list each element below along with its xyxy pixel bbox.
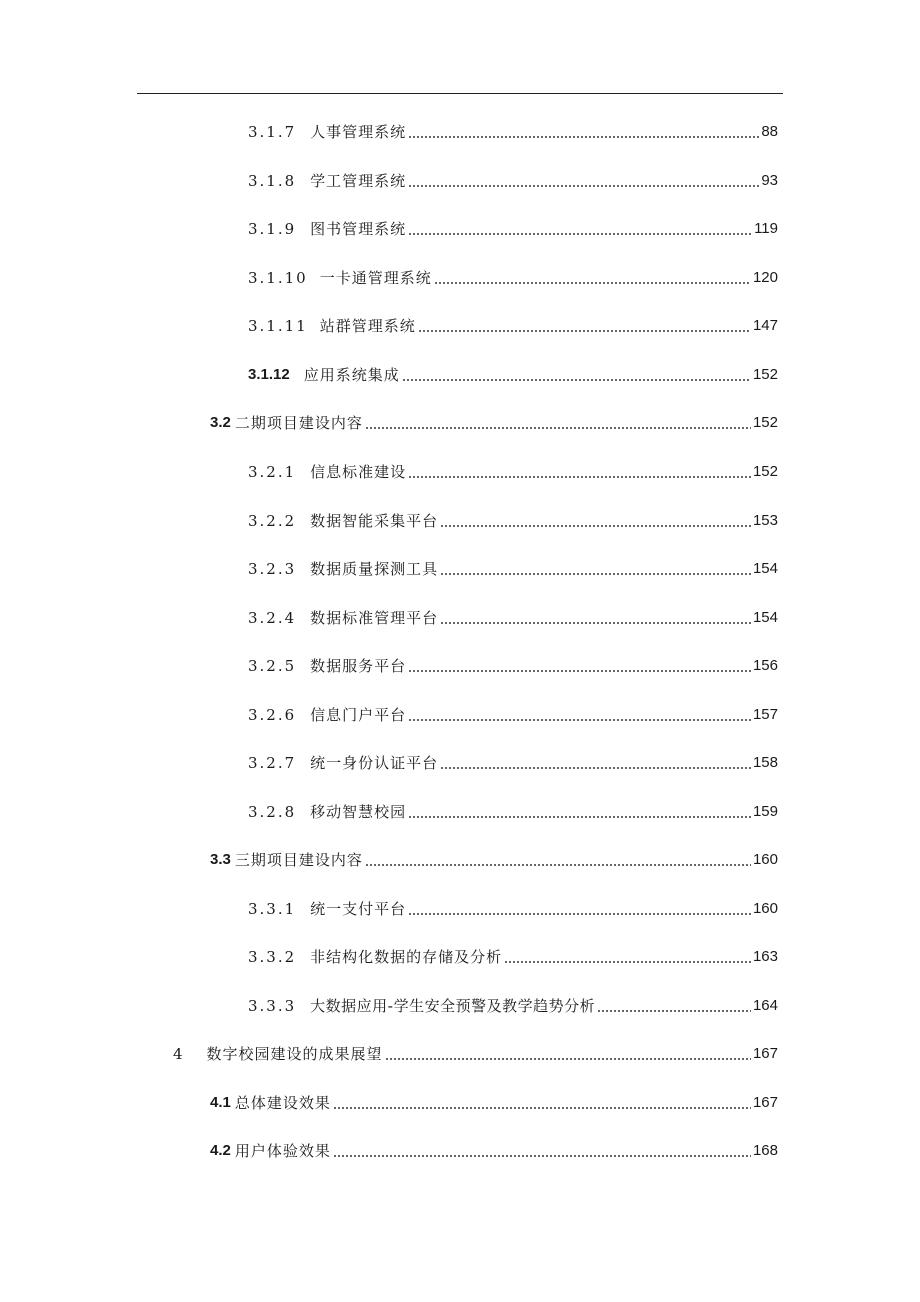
toc-entry-number: 3.3.2 bbox=[248, 948, 297, 966]
toc-dot-leader bbox=[408, 185, 759, 187]
toc-entry-page: 167 bbox=[752, 1045, 778, 1062]
toc-entry-number: 3.1.11 bbox=[248, 317, 308, 335]
toc-entry-number: 3.1.12 bbox=[248, 366, 290, 383]
toc-entry-number: 4.2 bbox=[210, 1142, 231, 1159]
toc-entry-number: 4.1 bbox=[210, 1094, 231, 1111]
toc-entry-title: 总体建设效果 bbox=[234, 1094, 331, 1112]
toc-entry-page: 88 bbox=[761, 123, 778, 140]
toc-entry-title: 数据标准管理平台 bbox=[310, 609, 439, 627]
toc-entry-page: 163 bbox=[752, 948, 778, 965]
toc-dot-leader bbox=[504, 961, 751, 963]
toc-entry-number: 3.2.6 bbox=[248, 706, 297, 724]
toc-dot-leader bbox=[385, 1058, 751, 1060]
toc-entry-page: 156 bbox=[752, 657, 778, 674]
toc-entry-title: 非结构化数据的存储及分析 bbox=[310, 948, 503, 966]
toc-entry-title: 应用系统集成 bbox=[303, 366, 400, 384]
toc-dot-leader bbox=[418, 330, 751, 332]
toc-entry-page: 157 bbox=[752, 706, 778, 723]
toc-entry-number: 3.2.4 bbox=[248, 609, 297, 627]
toc-entry-title: 移动智慧校园 bbox=[310, 803, 407, 821]
toc-entry-page: 160 bbox=[752, 900, 778, 917]
toc-dot-leader bbox=[408, 670, 751, 672]
toc-entry[interactable] bbox=[210, 845, 778, 869]
toc-entry-title: 统一身份认证平台 bbox=[310, 754, 439, 772]
toc-entry-number: 3.2.1 bbox=[248, 463, 297, 481]
toc-dot-leader bbox=[408, 719, 751, 721]
toc-dot-leader bbox=[434, 282, 751, 284]
toc-entry-page: 120 bbox=[752, 269, 778, 286]
toc-entry[interactable] bbox=[248, 991, 778, 1015]
toc-entry-number: 3.2 bbox=[210, 414, 231, 431]
toc-entry-title: 数据服务平台 bbox=[310, 657, 407, 675]
toc-entry-number: 3.1.9 bbox=[248, 220, 297, 238]
toc-entry-page: 158 bbox=[752, 754, 778, 771]
header-rule bbox=[137, 93, 783, 94]
toc-entry-page: 93 bbox=[761, 172, 778, 189]
toc-dot-leader bbox=[408, 476, 751, 478]
toc-dot-leader bbox=[440, 573, 751, 575]
toc-entry[interactable] bbox=[210, 408, 778, 432]
toc-dot-leader bbox=[408, 233, 752, 235]
toc-entry-number: 3.3 bbox=[210, 851, 231, 868]
toc-dot-leader bbox=[597, 1010, 751, 1012]
toc-dot-leader bbox=[440, 767, 751, 769]
toc-entry-page: 154 bbox=[752, 560, 778, 577]
toc-entry-number: 3.2.2 bbox=[248, 512, 297, 530]
toc-entry-page: 152 bbox=[752, 414, 778, 431]
toc-entry-page: 119 bbox=[754, 220, 778, 237]
toc-entry-number: 4 bbox=[173, 1045, 185, 1063]
toc-dot-leader bbox=[365, 864, 751, 866]
toc-entry[interactable] bbox=[248, 214, 778, 238]
toc-entry-title: 信息门户平台 bbox=[310, 706, 407, 724]
toc-dot-leader bbox=[440, 525, 751, 527]
toc-entry-title: 统一支付平台 bbox=[310, 900, 407, 918]
toc-entry[interactable] bbox=[173, 1039, 778, 1063]
toc-dot-leader bbox=[408, 816, 751, 818]
toc-entry-title: 站群管理系统 bbox=[319, 317, 416, 335]
toc-entry[interactable] bbox=[210, 1088, 778, 1112]
toc-entry-title: 数字校园建设的成果展望 bbox=[206, 1045, 383, 1063]
toc-entry-page: 154 bbox=[752, 609, 778, 626]
toc-entry-title: 二期项目建设内容 bbox=[234, 414, 363, 432]
toc-entry[interactable] bbox=[248, 506, 778, 530]
toc-entry-number: 3.3.1 bbox=[248, 900, 297, 918]
toc-dot-leader bbox=[333, 1107, 751, 1109]
toc-entry[interactable] bbox=[248, 117, 778, 141]
toc-entry-number: 3.2.5 bbox=[248, 657, 297, 675]
toc-entry-number: 3.2.7 bbox=[248, 754, 297, 772]
toc-entry[interactable] bbox=[248, 554, 778, 578]
toc-entry-title: 用户体验效果 bbox=[234, 1142, 331, 1160]
toc-entry[interactable] bbox=[248, 166, 778, 190]
toc-entry-page: 168 bbox=[752, 1142, 778, 1159]
toc-entry[interactable] bbox=[248, 700, 778, 724]
toc-entry[interactable] bbox=[248, 457, 778, 481]
toc-entry[interactable] bbox=[248, 263, 778, 287]
toc-entry[interactable] bbox=[248, 797, 778, 821]
toc-entry-page: 152 bbox=[752, 463, 778, 480]
toc-entry-number: 3.2.3 bbox=[248, 560, 297, 578]
toc-entry[interactable] bbox=[248, 942, 778, 966]
toc-dot-leader bbox=[440, 622, 751, 624]
toc-entry-number: 3.1.7 bbox=[248, 123, 297, 141]
toc-entry[interactable] bbox=[248, 603, 778, 627]
toc-entry-page: 160 bbox=[752, 851, 778, 868]
toc-entry[interactable] bbox=[248, 360, 778, 384]
toc-dot-leader bbox=[365, 427, 751, 429]
toc-entry-title: 大数据应用-学生安全预警及教学趋势分析 bbox=[310, 997, 596, 1015]
toc-entry-title: 三期项目建设内容 bbox=[234, 851, 363, 869]
toc-dot-leader bbox=[408, 136, 759, 138]
toc-entry-number: 3.2.8 bbox=[248, 803, 297, 821]
toc-entry-number: 3.1.10 bbox=[248, 269, 308, 287]
toc-entry-title: 学工管理系统 bbox=[310, 172, 407, 190]
toc-entry-page: 159 bbox=[752, 803, 778, 820]
toc-entry-number: 3.3.3 bbox=[248, 997, 297, 1015]
toc-entry-number: 3.1.8 bbox=[248, 172, 297, 190]
toc-entry[interactable] bbox=[210, 1136, 778, 1160]
toc-dot-leader bbox=[402, 379, 751, 381]
toc-entry-title: 信息标准建设 bbox=[310, 463, 407, 481]
toc-entry[interactable] bbox=[248, 748, 778, 772]
toc-entry-page: 153 bbox=[752, 512, 778, 529]
toc-entry-title: 一卡通管理系统 bbox=[319, 269, 432, 287]
toc-entry[interactable] bbox=[248, 894, 778, 918]
toc-entry[interactable] bbox=[248, 311, 778, 335]
toc-entry[interactable] bbox=[248, 651, 778, 675]
toc-dot-leader bbox=[408, 913, 751, 915]
toc-entry-page: 167 bbox=[752, 1094, 778, 1111]
toc-entry-page: 147 bbox=[752, 317, 778, 334]
toc-entry-title: 数据质量探测工具 bbox=[310, 560, 439, 578]
toc-entry-page: 164 bbox=[752, 997, 778, 1014]
toc-entry-title: 数据智能采集平台 bbox=[310, 512, 439, 530]
toc-dot-leader bbox=[333, 1155, 751, 1157]
toc-entry-page: 152 bbox=[752, 366, 778, 383]
toc-entry-title: 人事管理系统 bbox=[310, 123, 407, 141]
toc-entry-title: 图书管理系统 bbox=[310, 220, 407, 238]
